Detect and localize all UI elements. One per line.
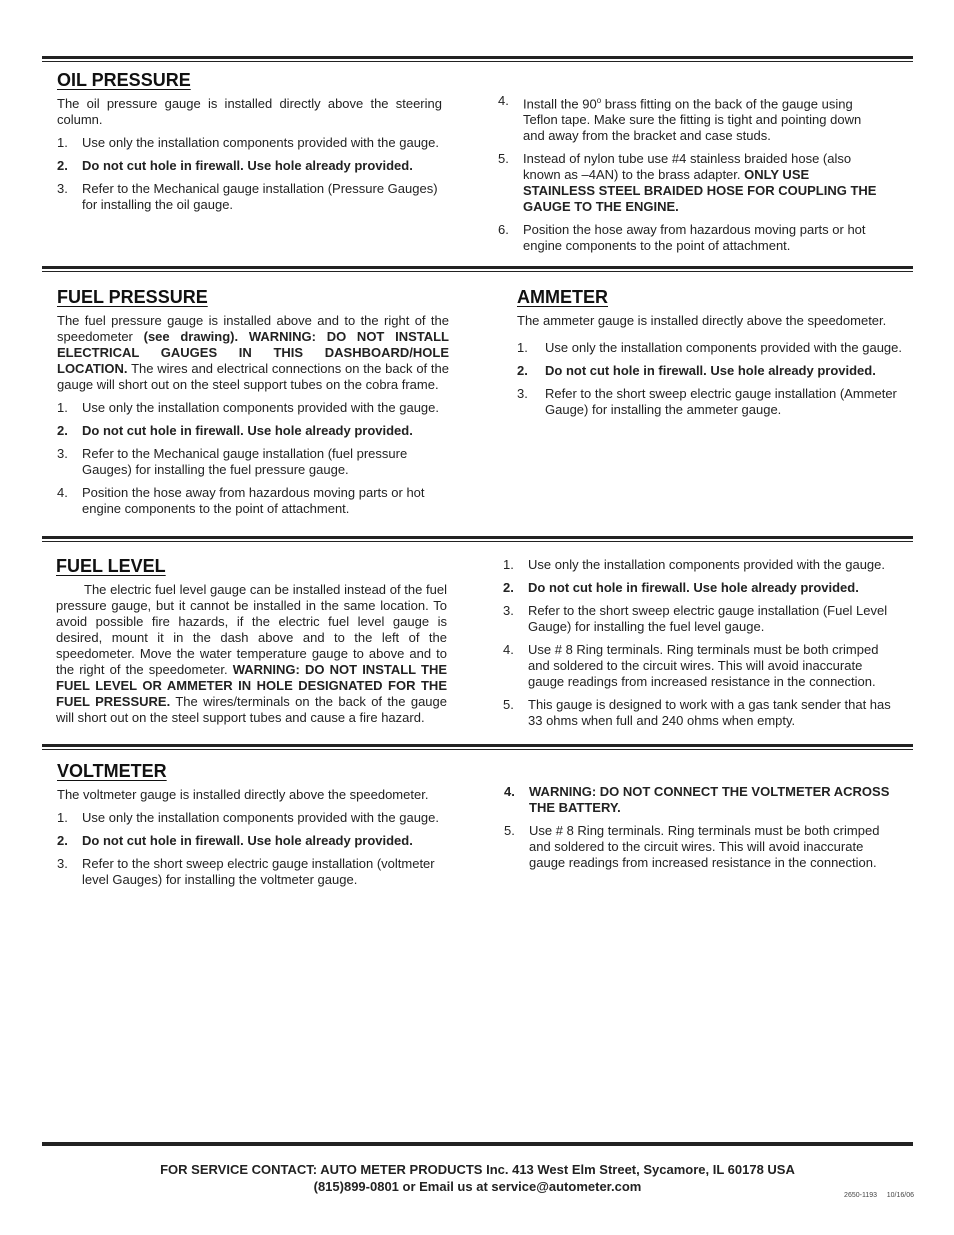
list-item: 5. Use # 8 Ring terminals. Ring terminals must be both crimped and soldered to the circuit wires. This will avoid inaccurate gauge readings from increased resistance in the connection. xyxy=(504,823,880,870)
fuel-level-intro: The electric fuel level gauge can be installed instead of the fuel pressure gauge, but it cannot be installed in the same location. To avoid possible fire hazards, if the electric fuel level gauge is desired, mount it in the dash above and to the left of the speedometer. Move the water temperature gauge to above and to the right of the speedometer. WARNING: DO NOT INSTALL THE FUEL LEVEL OR AMMETER IN HOLE DESIGNATED FOR THE FUEL PRESSURE. The wires/terminals on the back of the gauge will short out on the steel support tubes and cause a fire hazard. xyxy=(56,582,448,725)
fuel-level-title: FUEL LEVEL xyxy=(56,556,166,576)
document-date: 10/16/06 xyxy=(886,1192,914,1199)
fuel-level-steps xyxy=(503,557,895,736)
oil-pressure-steps xyxy=(57,135,442,213)
fuel-pressure-title: FUEL PRESSURE xyxy=(57,287,208,307)
oil-pressure-steps-continued xyxy=(498,93,883,261)
list-item: 1. Use only the installation components provided with the gauge. xyxy=(57,810,439,825)
list-item: 3. Refer to the short sweep electric gauge installation (voltmeter level Gauges) for installing the voltmeter gauge. xyxy=(57,856,435,887)
voltmeter-intro: The voltmeter gauge is installed directly above the speedometer. xyxy=(57,787,429,802)
ammeter-section xyxy=(517,287,909,425)
fuel-pressure-section xyxy=(57,287,449,524)
list-item: 4. WARNING: DO NOT CONNECT THE VOLTMETER ACROSS THE BATTERY. xyxy=(504,784,890,815)
section-rule-4-thin xyxy=(42,749,913,750)
list-item: 4. Install the 90$^o$ brass fitting on the back of the gauge using Teflon tape. Make sure the fitting is tight and pointing down and away from the bracket and case studs. xyxy=(498,93,862,144)
list-item: 4. Use # 8 Ring terminals. Ring terminals must be both crimped and soldered to the circuit wires. This will avoid inaccurate gauge readings from increased resistance in the connection. xyxy=(503,642,879,689)
ammeter-intro: The ammeter gauge is installed directly above the speedometer. xyxy=(517,313,887,328)
list-item: 3. Refer to the Mechanical gauge installation (Pressure Gauges) for installing the oil gauge. xyxy=(57,181,438,212)
ammeter-title: AMMETER xyxy=(517,287,608,307)
list-item: 1. Use only the installation components provided with the gauge. xyxy=(57,400,439,415)
section-rule-2 xyxy=(42,266,913,269)
list-item: 1. Use only the installation components provided with the gauge. xyxy=(517,340,902,355)
list-item: 2. Do not cut hole in firewall. Use hole already provided. xyxy=(57,833,413,848)
list-item: 5. This gauge is designed to work with a gas tank sender that has 33 ohms when full and 240 ohms when empty. xyxy=(503,697,891,728)
document-id xyxy=(844,1192,914,1199)
list-item: 3. Refer to the short sweep electric gauge installation (Fuel Level Gauge) for installing the fuel level gauge. xyxy=(503,603,888,634)
voltmeter-section xyxy=(57,761,449,895)
list-item: 1. Use only the installation components provided with the gauge. xyxy=(503,557,885,572)
voltmeter-steps-continued xyxy=(504,784,896,878)
list-item: 6. Position the hose away from hazardous moving parts or hot engine components to the point of attachment. xyxy=(498,222,866,254)
service-contact xyxy=(42,1161,913,1195)
service-contact-phone-email: (815)899-0801 or Email us at service@autometer.com xyxy=(313,1179,642,1194)
section-rule-2-thin xyxy=(42,271,913,272)
voltmeter-steps xyxy=(57,810,449,888)
section-rule-4 xyxy=(42,744,913,747)
oil-pressure-title: OIL PRESSURE xyxy=(57,70,191,90)
list-item: 2. Do not cut hole in firewall. Use hole already provided. xyxy=(503,580,859,595)
section-rule-3 xyxy=(42,536,913,539)
list-item: 5. Instead of nylon tube use #4 stainless braided hose (also known as –4AN) to the brass adapter. ONLY USE STAINLESS STEEL BRAIDED HOSE FOR COUPLING THE GAUGE TO THE ENGINE. xyxy=(498,151,877,215)
list-item: 2. Do not cut hole in firewall. Use hole already provided. xyxy=(57,158,413,173)
fuel-pressure-intro: The fuel pressure gauge is installed above and to the right of the speedometer (see drawing). WARNING: DO NOT INSTALL ELECTRICAL GAUGES IN THIS DASHBOARD/HOLE LOCATION. The wires and electrical connections on the back of the gauge will short out on the steel support tubes on the cobra frame. xyxy=(57,313,450,392)
document-number: 2650-1193 xyxy=(844,1192,878,1199)
voltmeter-title: VOLTMETER xyxy=(57,761,167,781)
section-rule-top xyxy=(42,56,913,59)
section-rule-top-thin xyxy=(42,61,913,62)
service-contact-address: FOR SERVICE CONTACT: AUTO METER PRODUCTS Inc. 413 West Elm Street, Sycamore, IL 60178 USA xyxy=(160,1162,795,1177)
list-item: 3. Refer to the Mechanical gauge installation (fuel pressure Gauges) for installing the fuel pressure gauge. xyxy=(57,446,408,477)
footer-rule xyxy=(42,1142,913,1146)
list-item: 1. Use only the installation components provided with the gauge. xyxy=(57,135,439,150)
list-item: 2. Do not cut hole in firewall. Use hole already provided. xyxy=(517,363,876,378)
oil-pressure-section xyxy=(57,70,442,220)
fuel-level-section xyxy=(56,556,447,733)
list-item: 3. Refer to the short sweep electric gauge installation (Ammeter Gauge) for installing the ammeter gauge. xyxy=(517,386,897,417)
list-item: 4. Position the hose away from hazardous moving parts or hot engine components to the point of attachment. xyxy=(57,485,425,516)
ammeter-steps xyxy=(517,336,909,418)
section-rule-3-thin xyxy=(42,541,913,542)
list-item: 2. Do not cut hole in firewall. Use hole already provided. xyxy=(57,423,413,438)
fuel-pressure-steps xyxy=(57,400,449,517)
oil-pressure-intro: The oil pressure gauge is installed directly above the steering column. xyxy=(57,96,442,127)
